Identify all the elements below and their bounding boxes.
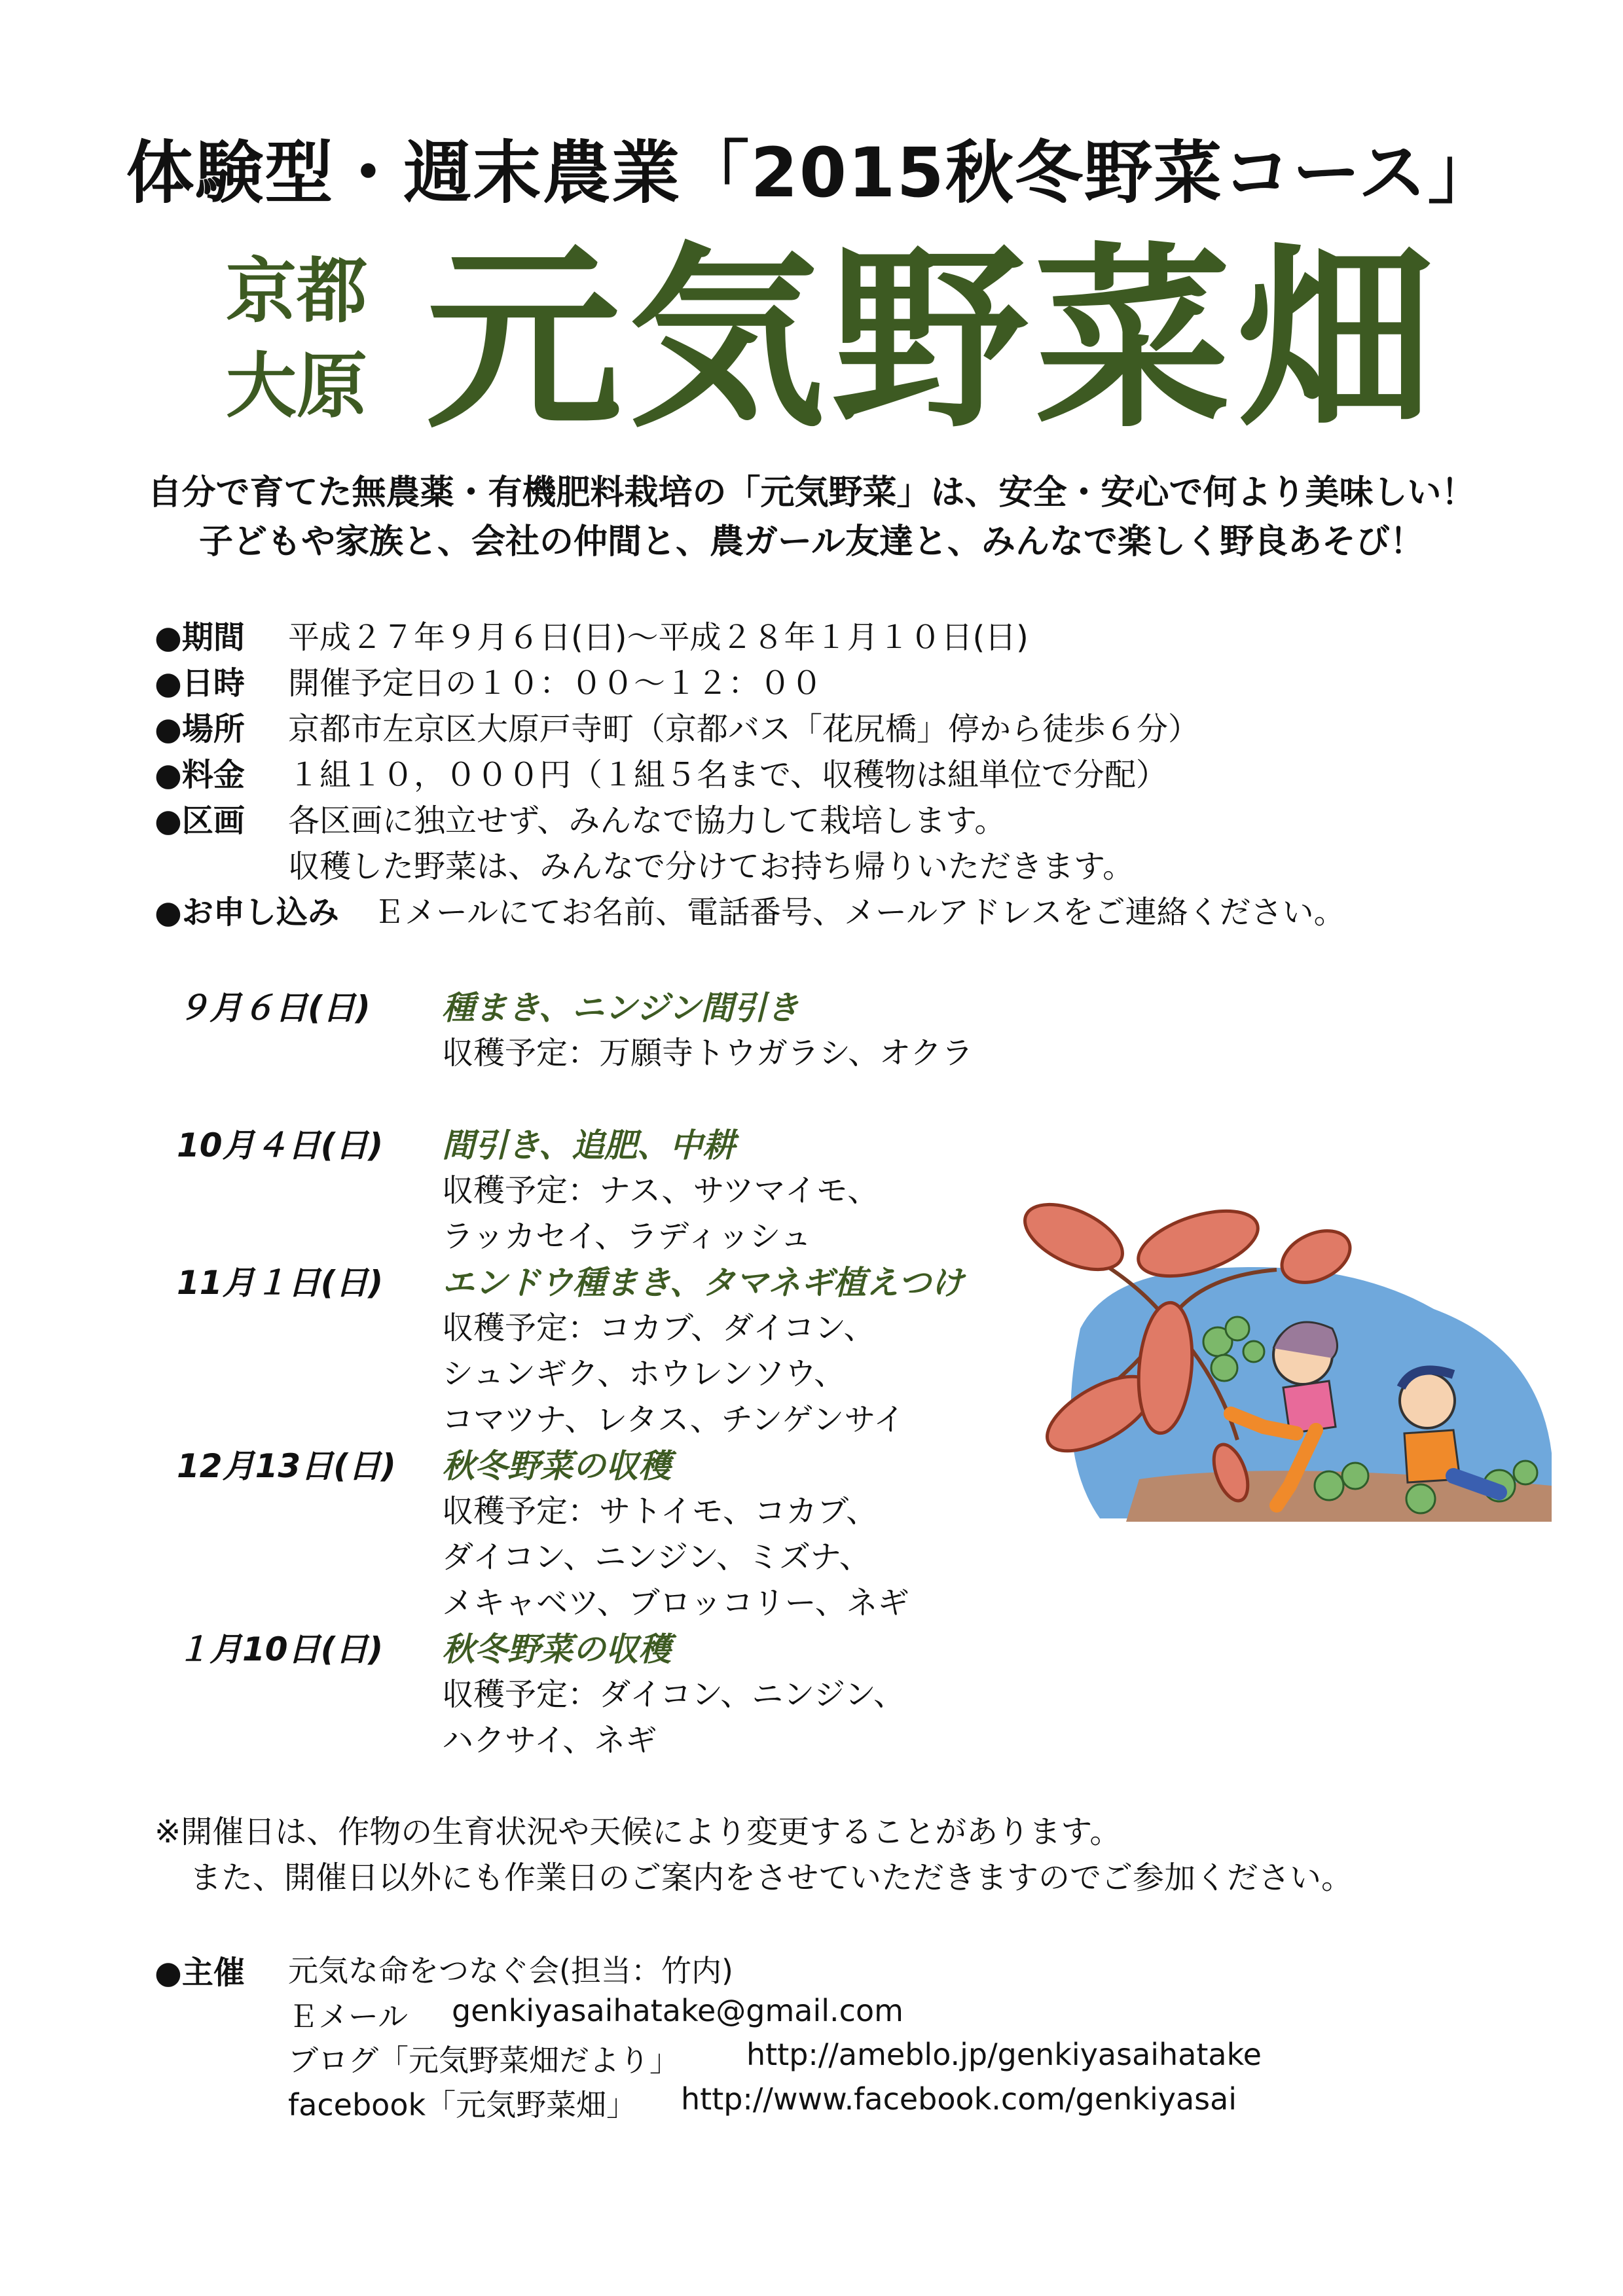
info-value-fee: １組１０，０００円（１組５名まで、収穫物は組単位で分配） (288, 757, 1168, 793)
schedule-harvest: 収穫予定：コカブ、ダイコン、 (442, 1310, 875, 1346)
info-label-plot: ●区画 (155, 802, 245, 839)
info-label-fee: ●料金 (155, 757, 245, 793)
schedule-harvest: 収穫予定：万願寺トウガラシ、オクラ (442, 1035, 974, 1071)
area-label-kyoto: 京都 (226, 251, 368, 332)
note-2: また、開催日以外にも作業日のご案内をさせていただきますのでご参加ください。 (190, 1859, 1353, 1896)
schedule-harvest: ラッカセイ、ラディッシュ (442, 1218, 812, 1255)
schedule-date: 12月13日(日) (177, 1447, 396, 1485)
schedule-harvest: 収穫予定：ナス、サツマイモ、 (442, 1172, 879, 1209)
blog-label: ブログ「元気野菜畑だより」 (288, 2043, 680, 2078)
area-label-ohara: 大原 (226, 346, 368, 427)
schedule-date: 11月１日(日) (177, 1264, 384, 1302)
email-label: Ｅメール (288, 1999, 409, 2034)
info-label-time: ●日時 (155, 665, 245, 702)
info-value-place: 京都市左京区大原戸寺町（京都バス「花尻橋」停から徒歩６分） (288, 711, 1200, 747)
schedule-harvest: コマツナ、レタス、チンゲンサイ (442, 1401, 905, 1438)
schedule-harvest: シュンギク、ホウレンソウ、 (442, 1355, 846, 1392)
main-title: 元気野菜畑 (426, 226, 1440, 454)
schedule-task: 種まき、ニンジン間引き (442, 989, 799, 1027)
blog-link[interactable]: http://ameblo.jp/genkiyasaihatake (746, 2037, 1262, 2072)
schedule-harvest: ハクサイ、ネギ (442, 1722, 657, 1759)
organizer-label: ●主催 (155, 1954, 245, 1991)
schedule-harvest: ダイコン、ニンジン、ミズナ、 (442, 1539, 871, 1575)
schedule-harvest: メキャベツ、ブロッコリー、ネギ (442, 1585, 909, 1621)
info-value-period: 平成２７年９月６日(日)～平成２８年１月１０日(日) (288, 619, 1029, 656)
info-label-apply: ●お申し込み (155, 894, 339, 931)
info-value-plot: 各区画に独立せず、みんなで協力して栽培します。 (288, 802, 1006, 839)
tagline-2: 子どもや家族と、会社の仲間と、農ガール友達と、みんなで楽しく野良あそび！ (199, 522, 1424, 562)
schedule-harvest: 収穫予定：サトイモ、コカブ、 (442, 1493, 878, 1530)
schedule-date: １月10日(日) (177, 1630, 384, 1668)
schedule-date: 10月４日(日) (177, 1126, 384, 1164)
note-1: ※開催日は、作物の生育状況や天候により変更することがあります。 (155, 1814, 1122, 1850)
schedule-task: 間引き、追肥、中耕 (442, 1126, 735, 1164)
schedule-date: ９月６日(日) (177, 989, 371, 1027)
tagline-1: 自分で育てた無農薬・有機肥料栽培の「元気野菜」は、安全・安心で何より美味しい！ (147, 473, 1476, 512)
schedule-task: 秋冬野菜の収穫 (442, 1447, 671, 1485)
info-value-apply: Ｅメールにてお名前、電話番号、メールアドレスをご連絡ください。 (373, 894, 1345, 931)
organizer-name: 元気な命をつなぐ会(担当：竹内) (288, 1953, 733, 1988)
email-link[interactable]: genkiyasaihatake@gmail.com (452, 1993, 903, 2028)
info-value-plot-2: 収穫した野菜は、みんなで分けてお持ち帰りいただきます。 (288, 848, 1135, 885)
schedule-task: 秋冬野菜の収穫 (442, 1630, 671, 1668)
facebook-label: facebook「元気野菜畑」 (288, 2087, 637, 2123)
info-label-place: ●場所 (155, 711, 245, 747)
schedule-task: エンドウ種まき、タマネギ植えつけ (442, 1264, 964, 1302)
info-value-time: 開催予定日の１０：００～１２：００ (288, 665, 823, 702)
sweet-potato-harvest-illustration (1002, 1178, 1565, 1545)
header-line: 体験型・週末農業「2015秋冬野菜コース」 (126, 133, 1497, 213)
schedule-harvest: 収穫予定：ダイコン、ニンジン、 (442, 1676, 905, 1713)
facebook-link[interactable]: http://www.facebook.com/genkiyasai (681, 2081, 1237, 2117)
info-label-period: ●期間 (155, 619, 245, 656)
